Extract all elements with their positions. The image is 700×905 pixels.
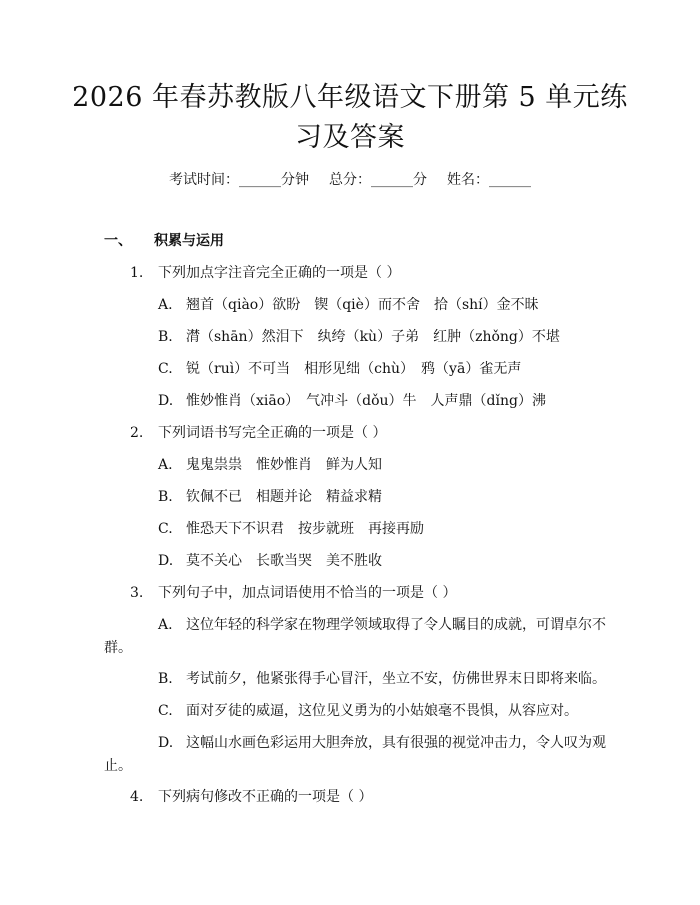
option-text: 莫不关心 长歌当哭 美不胜收 bbox=[186, 553, 382, 569]
option-letter: A. bbox=[158, 457, 173, 473]
option-letter: D. bbox=[158, 553, 174, 569]
question-text: 下列病句修改不正确的一项是（ ） bbox=[158, 789, 373, 805]
q2-option-c bbox=[158, 518, 424, 538]
option-text: 这幅山水画色彩运用大胆奔放，具有很强的视觉冲击力，令人叹为观 bbox=[186, 735, 606, 751]
question-text: 下列加点字注音完全正确的一项是（ ） bbox=[158, 265, 401, 281]
student-name: 姓名：______ bbox=[447, 172, 531, 188]
q2-option-d bbox=[158, 550, 382, 570]
exam-time: 考试时间：______分钟 bbox=[169, 172, 309, 188]
option-text: 鬼鬼祟祟 惟妙惟肖 鲜为人知 bbox=[186, 457, 382, 473]
section-number: 一、 bbox=[104, 233, 132, 249]
title-line-1: 2026 年春苏教版八年级语文下册第 5 单元练 bbox=[72, 82, 628, 113]
option-letter: C. bbox=[158, 361, 173, 377]
option-text: 面对歹徒的威逼，这位见义勇为的小姑娘毫不畏惧，从容应对。 bbox=[186, 703, 578, 719]
section-heading bbox=[104, 230, 224, 250]
option-text: 惟妙惟肖（xiāo） 气冲斗（dǒu）牛 人声鼎（dǐng）沸 bbox=[186, 393, 546, 409]
option-letter: B. bbox=[158, 489, 173, 505]
exam-meta bbox=[0, 169, 700, 189]
option-text: 这位年轻的科学家在物理学领域取得了令人瞩目的成就，可谓卓尔不 bbox=[186, 617, 606, 633]
q1-option-b bbox=[158, 326, 560, 346]
document-title bbox=[60, 78, 640, 158]
q3-option-a bbox=[158, 614, 606, 634]
title-line-2: 习及答案 bbox=[295, 122, 405, 153]
q2-option-a bbox=[158, 454, 382, 474]
question-2 bbox=[130, 422, 386, 442]
option-letter: D. bbox=[158, 735, 174, 751]
option-letter: C. bbox=[158, 521, 173, 537]
option-letter: C. bbox=[158, 703, 173, 719]
total-score: 总分：______分 bbox=[329, 172, 427, 188]
section-title: 积累与运用 bbox=[154, 233, 224, 249]
question-text: 下列词语书写完全正确的一项是（ ） bbox=[158, 425, 387, 441]
q1-option-c bbox=[158, 358, 521, 378]
q3-option-c bbox=[158, 700, 578, 720]
option-letter: A. bbox=[158, 617, 173, 633]
option-letter: A. bbox=[158, 297, 173, 313]
option-text: 潸（shān）然泪下 纨绔（kù）子弟 红肿（zhǒng）不堪 bbox=[186, 329, 560, 345]
question-number: 3. bbox=[130, 585, 144, 601]
q3-option-b bbox=[158, 668, 606, 688]
question-3 bbox=[130, 582, 456, 602]
q1-option-d bbox=[158, 390, 546, 410]
option-text: 考试前夕，他紧张得手心冒汗，坐立不安，仿佛世界末日即将来临。 bbox=[186, 671, 606, 687]
q3-option-d bbox=[158, 732, 606, 752]
question-4 bbox=[130, 786, 372, 806]
q3-option-a-continuation: 群。 bbox=[104, 640, 132, 656]
option-letter: D. bbox=[158, 393, 174, 409]
option-letter: B. bbox=[158, 329, 173, 345]
option-text: 翘首（qiào）欲盼 锲（qiè）而不舍 拾（shí）金不昧 bbox=[186, 297, 539, 313]
question-number: 4. bbox=[130, 789, 144, 805]
q3-option-d-continuation: 止。 bbox=[104, 758, 132, 774]
option-text: 锐（ruì）不可当 相形见绌（chù） 鸦（yā）雀无声 bbox=[186, 361, 522, 377]
question-1 bbox=[130, 262, 400, 282]
option-text: 惟恐天下不识君 按步就班 再接再励 bbox=[186, 521, 424, 537]
question-number: 2. bbox=[130, 425, 144, 441]
q1-option-a bbox=[158, 294, 539, 314]
option-letter: B. bbox=[158, 671, 173, 687]
option-text: 钦佩不已 相题并论 精益求精 bbox=[186, 489, 382, 505]
question-text: 下列句子中，加点词语使用不恰当的一项是（ ） bbox=[158, 585, 457, 601]
q2-option-b bbox=[158, 486, 382, 506]
question-number: 1. bbox=[130, 265, 144, 281]
